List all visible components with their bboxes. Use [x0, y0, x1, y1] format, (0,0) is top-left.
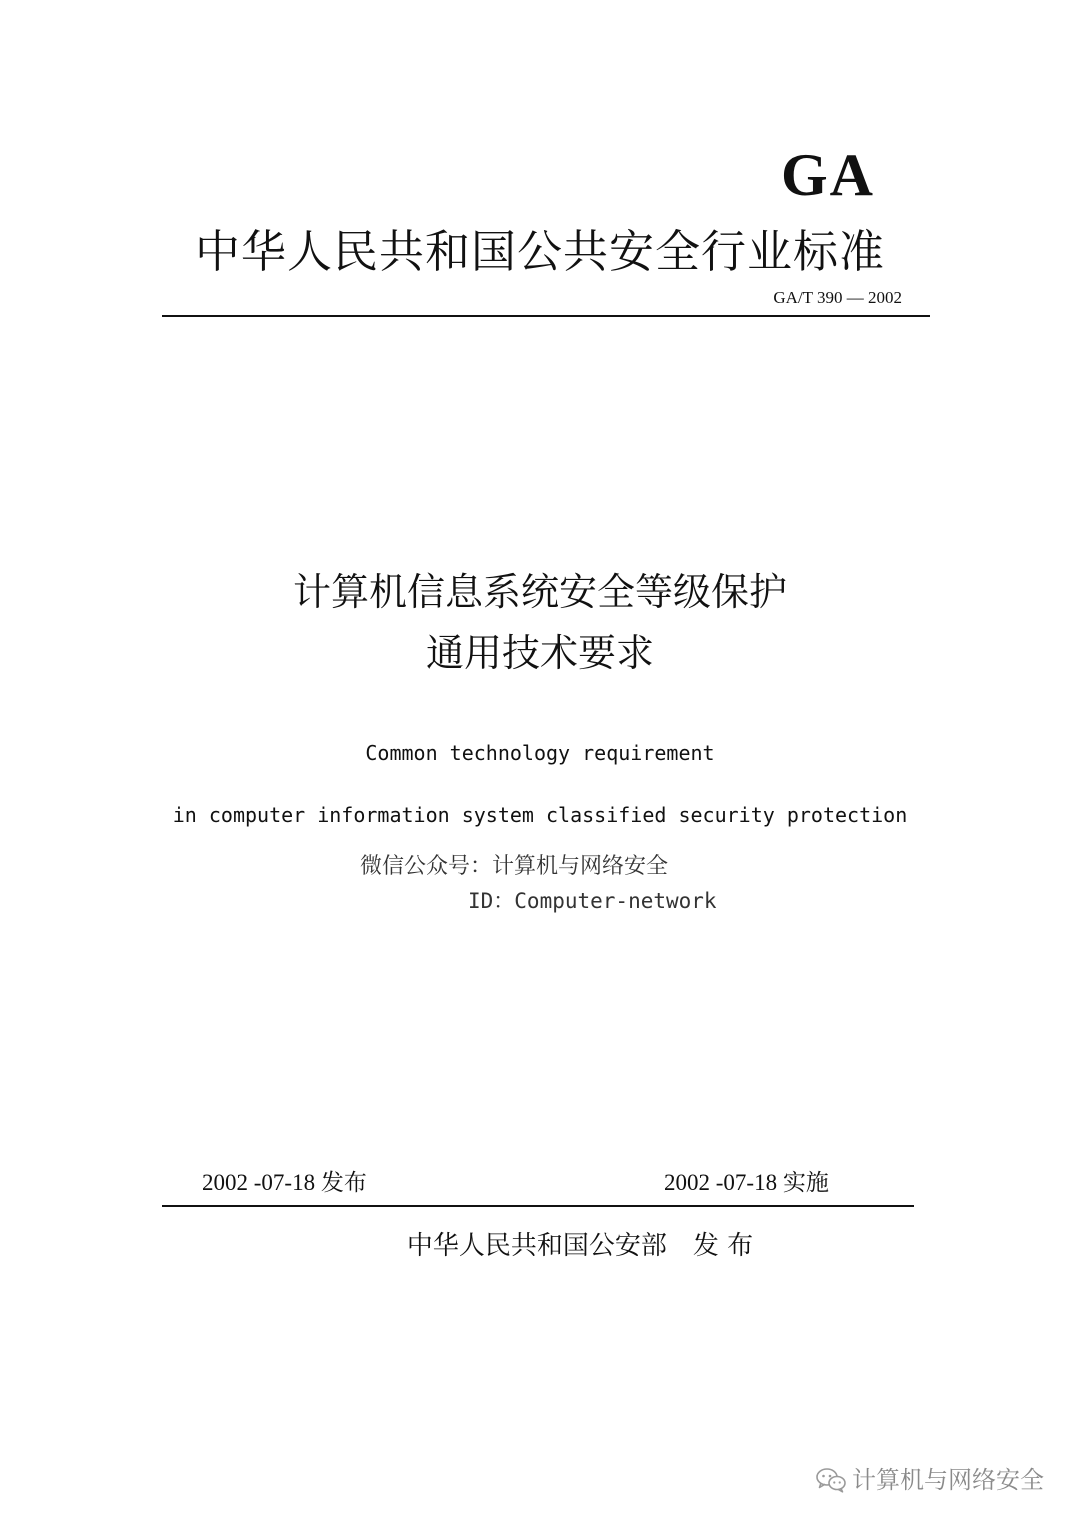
watermark-text: 计算机与网络安全 — [852, 1466, 1044, 1494]
watermark — [816, 1462, 1044, 1498]
english-title-line-2: in computer information system classified security protection — [172, 803, 908, 827]
document-title-line-2: 通用技术要求 — [425, 631, 654, 675]
english-title-line-1: Common technology requirement — [365, 741, 715, 765]
wechat-account-id: ID：Computer-network — [468, 889, 717, 913]
wechat-icon — [816, 1467, 846, 1493]
ga-mark: GA — [781, 142, 875, 208]
implementation-date: 2002 -07-18 实施 — [664, 1170, 829, 1195]
standard-code: GA/T 390 — 2002 — [773, 288, 902, 307]
standard-category-title: 中华人民共和国公共安全行业标准 — [195, 225, 886, 278]
footer-divider — [162, 1205, 914, 1207]
wechat-account-label: 微信公众号：计算机与网络安全 — [360, 854, 669, 879]
document-title-line-1: 计算机信息系统安全等级保护 — [292, 570, 787, 614]
header-divider — [162, 315, 930, 317]
publisher: 中华人民共和国公安部 发 布 — [406, 1231, 754, 1261]
issue-date: 2002 -07-18 发布 — [202, 1170, 367, 1195]
